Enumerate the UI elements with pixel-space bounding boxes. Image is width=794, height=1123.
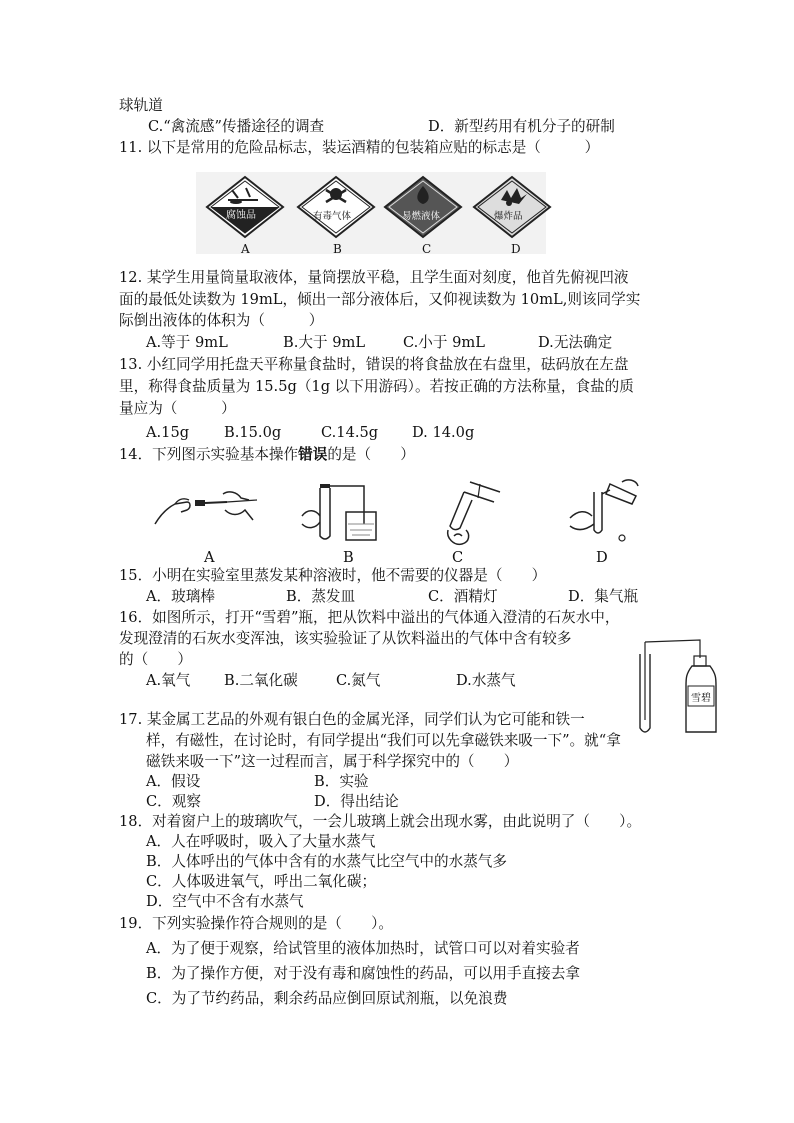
q14-stem <box>119 445 415 465</box>
q12-option-a: A.等于 9mL <box>146 334 228 351</box>
q13-option-c: C.14.5g <box>321 424 379 441</box>
q13-option-d: D. 14.0g <box>412 424 475 441</box>
q12-stem-line1: 12. 某学生用量筒量取液体，量筒摆放平稳，且学生面对刻度，他首先俯视凹液 <box>119 269 629 286</box>
q15-option-b: B．蒸发皿 <box>286 588 356 605</box>
q16-apparatus-figure <box>628 628 720 740</box>
q19-stem: 19．下列实验操作符合规则的是（ ）。 <box>119 915 393 932</box>
q17-stem-line1: 17. 某金属工艺品的外观有银白色的金属光泽，同学们认为它可能和铁一 <box>119 711 585 728</box>
q10-option-d: D．新型药用有机分子的研制 <box>428 118 615 135</box>
q16-stem-line3: 的（ ） <box>119 651 192 668</box>
q14-figure-a-label: A <box>204 549 215 566</box>
hazard-sign-d <box>473 176 551 238</box>
q17-option-b: B．实验 <box>314 773 369 790</box>
q14-figure-c <box>440 478 510 550</box>
q17-stem-line3: 磁铁来吸一下”这一过程而言，属于科学探究中的（ ） <box>146 753 519 770</box>
q17-option-c: C．观察 <box>146 793 201 810</box>
q15-option-a: A．玻璃棒 <box>146 588 215 605</box>
q16-option-c: C.氮气 <box>336 672 381 689</box>
q14-figure-d <box>566 478 644 544</box>
q18-option-c: C．人体吸进氧气，呼出二氧化碳； <box>146 873 377 890</box>
q17-stem-line2: 样，有磁性，在讨论时，有同学提出“我们可以先拿磁铁来吸一下”。就“拿 <box>146 732 621 749</box>
hazard-sign-d-text: 爆炸品 <box>494 211 523 222</box>
q18-stem: 18．对着窗户上的玻璃吹气，一会儿玻璃上就会出现水雾，由此说明了（ ）。 <box>119 813 642 830</box>
q12-stem-line3: 际倒出液体的体积为（ ） <box>119 312 324 329</box>
q12-option-d: D.无法确定 <box>538 334 613 351</box>
hazard-sign-b-letter: B <box>333 242 342 256</box>
q14-figure-c-label: C <box>452 549 464 566</box>
q16-stem-line1: 16．如图所示，打开“雪碧”瓶，把从饮料中溢出的气体通入澄清的石灰水中， <box>119 609 620 626</box>
q15-stem: 15．小明在实验室里蒸发某种溶液时，他不需要的仪器是（ ） <box>119 567 547 584</box>
line-continuation: 球轨道 <box>119 97 163 114</box>
hazard-sign-b-text: 有毒气体 <box>313 211 352 222</box>
q10-option-c: C.“禽流感”传播途径的调查 <box>148 118 325 135</box>
q13-stem-line3: 量应为（ ） <box>119 400 236 417</box>
q15-option-d: D．集气瓶 <box>568 588 639 605</box>
q14-figure-d-label: D <box>596 549 608 566</box>
hazard-sign-c-text: 易燃液体 <box>402 211 441 222</box>
hazard-sign-d-letter: D <box>511 242 521 256</box>
hazard-sign-c-letter: C <box>422 242 432 256</box>
q13-option-b: B.15.0g <box>224 424 282 441</box>
q14-stem-bold: 错误 <box>298 446 328 463</box>
q19-option-c: C．为了节约药品，剩余药品应倒回原试剂瓶，以免浪费 <box>146 990 508 1007</box>
q12-option-b: B.大于 9mL <box>283 334 366 351</box>
q18-option-a: A．人在呼吸时，吸入了大量水蒸气 <box>146 833 376 850</box>
hazard-sign-a-text: 腐蚀品 <box>226 210 256 221</box>
q13-stem-line2: 里，称得食盐质量为 15.5g（1g 以下用游码）。若按正确的方法称量，食盐的质 <box>119 378 634 395</box>
q14-figure-a <box>153 488 265 530</box>
q16-bottle-label: 雪碧 <box>691 693 711 704</box>
q12-stem-line2: 面的最低处读数为 19mL，倾出一部分液体后，又仰视读数为 10mL,则该同学实 <box>119 291 641 308</box>
q14-figure-b-label: B <box>343 549 354 566</box>
q13-option-a: A.15g <box>146 424 190 441</box>
q14-stem-post: 的是（ ） <box>327 446 415 463</box>
q16-option-a: A.氧气 <box>146 672 191 689</box>
q19-option-a: A．为了便于观察，给试管里的液体加热时，试管口可以对着实验者 <box>146 940 580 957</box>
q14-figure-b <box>298 478 380 546</box>
q17-option-a: A．假设 <box>146 773 201 790</box>
q13-stem-line1: 13. 小红同学用托盘天平称量食盐时，错误的将食盐放在右盘里，砝码放在左盘 <box>119 356 629 373</box>
q19-option-b: B．为了操作方便，对于没有毒和腐蚀性的药品，可以用手直接去拿 <box>146 965 580 982</box>
q17-option-d: D．得出结论 <box>314 793 399 810</box>
q16-option-b: B.二氧化碳 <box>224 672 298 689</box>
q16-stem-line2: 发现澄清的石灰水变浑浊，该实验验证了从饮料溢出的气体中含有较多 <box>119 630 572 647</box>
q12-option-c: C.小于 9mL <box>403 334 485 351</box>
hazard-sign-a-letter: A <box>241 242 250 256</box>
hazard-sign-c <box>384 176 462 238</box>
q14-stem-pre: 14．下列图示实验基本操作 <box>119 446 299 463</box>
q16-option-d: D.水蒸气 <box>456 672 516 689</box>
q18-option-b: B．人体呼出的气体中含有的水蒸气比空气中的水蒸气多 <box>146 853 507 870</box>
hazard-sign-b <box>297 176 375 238</box>
q15-option-c: C．酒精灯 <box>428 588 498 605</box>
q18-option-d: D．空气中不含有水蒸气 <box>146 893 304 910</box>
q11-stem: 11. 以下是常用的危险品标志，装运酒精的包装箱应贴的标志是（ ） <box>119 139 600 156</box>
